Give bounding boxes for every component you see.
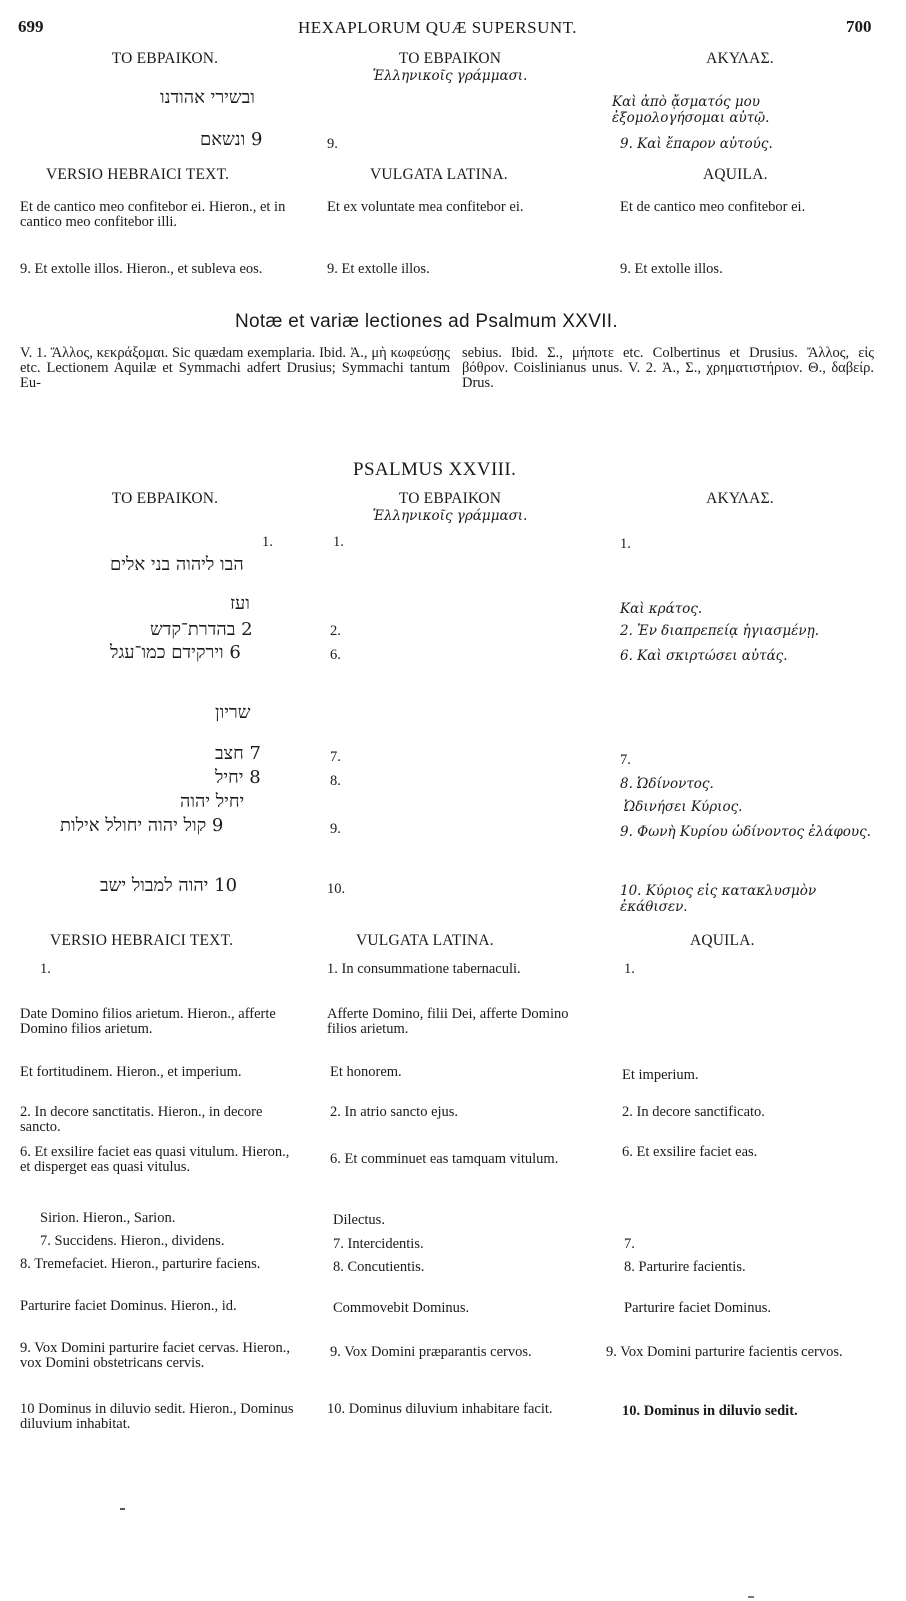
psalm-col-subhead-transliteration: Ἑλληνικοῖς γράμμασι.: [372, 508, 528, 524]
psalm-title: PSALMUS XXVIII.: [353, 459, 517, 480]
versio-row: Sirion. Hieron., Sarion.: [40, 1210, 176, 1226]
aquila-greek-row: Καὶ κράτος.: [620, 601, 703, 617]
versio-row: 6. Et exsilire faciet eas quasi vitulum. Hieron., et disperget eas quasi vitulus.: [20, 1144, 290, 1175]
vulgata-row: Commovebit Dominus.: [333, 1300, 470, 1316]
aquila-latin-verse-9: 9. Et extolle illos.: [620, 261, 723, 277]
hebrew-row: יחיל יהוה: [180, 791, 245, 812]
page-number-right: 700: [846, 17, 872, 36]
aquila-latin-verse-1: Et de cantico meo confitebor ei.: [620, 199, 806, 215]
hebrew-row: 6 וירקידם כמו־עגל: [110, 642, 241, 663]
hebrew-row: שריון: [215, 702, 251, 723]
psalm-col-head-hebrew: ΤΟ ΕΒΡΑΙΚΟΝ.: [111, 490, 219, 507]
hebrew-row: ועז: [230, 593, 250, 614]
versio-row: 2. In decore sanctitatis. Hieron., in decore sancto.: [20, 1104, 263, 1135]
transliteration-row: 9.: [330, 821, 341, 837]
print-mark: [120, 1508, 125, 1510]
versio-row: Date Domino filios arietum. Hieron., afferte Domino filios arietum.: [20, 1006, 276, 1037]
vulgata-row: Afferte Domino, filii Dei, afferte Domino filios arietum.: [327, 1006, 569, 1037]
versio-row: 1.: [40, 961, 51, 977]
aquila-latin-row: 2. In decore sanctificato.: [622, 1104, 765, 1120]
aquila-latin-row: 10. Dominus in diluvio sedit.: [622, 1403, 798, 1419]
versio-verse-1: Et de cantico meo confitebor ei. Hieron., et in cantico meo confitebor illi.: [20, 199, 286, 230]
hebrew-row: 7 חצב: [215, 743, 261, 764]
transliteration-row: 1.: [333, 534, 344, 550]
col-head-hebrew: ΤΟ ΕΒΡΑΙΚΟΝ.: [111, 50, 219, 67]
versio-row: Parturire faciet Dominus. Hieron., id.: [20, 1298, 237, 1314]
latin-head-vulgata: VULGATA LATINA.: [370, 166, 508, 183]
hebrew-row: 2 בהדרת־קדש: [150, 619, 253, 640]
vulgata-row: Dilectus.: [333, 1212, 385, 1228]
aquila-latin-row: Parturire faciet Dominus.: [624, 1300, 771, 1316]
page-number-left: 699: [18, 17, 44, 36]
vulgata-row: 8. Concutientis.: [333, 1259, 425, 1275]
notes-title: Notæ et variæ lectiones ad Psalmum XXVII.: [235, 311, 618, 332]
aquila-greek-row: 2. Ἐν διαπρεπείᾳ ἡγιασμένῃ.: [620, 623, 819, 639]
vulgata-row: 1. In consummatione tabernaculi.: [327, 961, 521, 977]
hebrew-row: 1.: [262, 534, 273, 550]
transliteration-row: 7.: [330, 749, 341, 765]
vulgata-row: 6. Et comminuet eas tamquam vitulum.: [330, 1151, 559, 1167]
aquila-greek-verse-1: Καὶ ἀπὸ ᾄσματός μου ἐξομολογήσομαι αὐτῷ.: [612, 94, 770, 126]
psalm-col-head-aquila: ΑΚΥΛΑΣ.: [706, 490, 774, 507]
aquila-latin-row: 8. Parturire facientis.: [624, 1259, 746, 1275]
psalm-latin-head-vulgata: VULGATA LATINA.: [356, 932, 494, 949]
aquila-greek-row: 6. Καὶ σκιρτώσει αὐτάς.: [620, 648, 788, 664]
transliteration-verse-9: 9.: [327, 136, 338, 152]
psalm-latin-head-versio: VERSIO HEBRAICI TEXT.: [50, 932, 234, 949]
aquila-greek-row: 8. Ὠδίνοντος.: [620, 776, 714, 792]
col-head-aquila: ΑΚΥΛΑΣ.: [706, 50, 774, 67]
aquila-greek-row: 7.: [620, 752, 631, 768]
latin-head-versio: VERSIO HEBRAICI TEXT.: [46, 166, 230, 183]
aquila-greek-row: 10. Κύριος εἰς κατακλυσμὸν ἐκάθισεν.: [620, 883, 817, 915]
aquila-latin-row: 1.: [624, 961, 635, 977]
versio-row: 8. Tremefaciet. Hieron., parturire faciens.: [20, 1256, 261, 1272]
aquila-greek-row: 9. Φωνὴ Κυρίου ὠδίνοντος ἐλάφους.: [620, 824, 871, 840]
hebrew-row: 9 קול יהוה יחולל אילות: [60, 815, 224, 836]
versio-verse-9: 9. Et extolle illos. Hieron., et subleva eos.: [20, 261, 263, 277]
aquila-latin-row: Et imperium.: [622, 1067, 699, 1083]
aquila-greek-row: Ὠδινήσει Κύριος.: [624, 799, 743, 815]
hebrew-row: הבו ליהוה בני אלים: [110, 554, 244, 575]
vulgata-verse-1: Et ex voluntate mea confitebor ei.: [327, 199, 524, 215]
transliteration-row: 2.: [330, 623, 341, 639]
vulgata-row: Et honorem.: [330, 1064, 402, 1080]
vulgata-verse-9: 9. Et extolle illos.: [327, 261, 430, 277]
aquila-greek-row: 1.: [620, 536, 631, 552]
psalm-col-head-transliteration: ΤΟ ΕΒΡΑΙΚΟΝ: [398, 490, 502, 507]
versio-row: 9. Vox Domini parturire faciet cervas. Hieron., vox Domini obstetricans cervis.: [20, 1340, 291, 1371]
hebrew-row: 8 יחיל: [215, 767, 261, 788]
vulgata-row: 10. Dominus diluvium inhabitare facit.: [327, 1401, 553, 1417]
transliteration-row: 6.: [330, 647, 341, 663]
running-title: HEXAPLORUM QUÆ SUPERSUNT.: [298, 18, 578, 37]
hebrew-verse-9: 9 ונשאם: [200, 129, 263, 150]
notes-right-column: sebius. Ibid. Σ., μήποτε etc. Colbertinus et Drusius. Ἄλλος, εἰς βόθρον. Coislinianus unus. V. 2. Ἀ., Σ., χρηματιστήριον. Θ., δαβείρ. Drus.: [462, 345, 874, 391]
vulgata-row: 7. Intercidentis.: [333, 1236, 424, 1252]
hebrew-verse-1: ובשירי אהודנו: [160, 87, 255, 108]
vulgata-row: 9. Vox Domini præparantis cervos.: [330, 1344, 532, 1360]
psalm-latin-head-aquila: AQUILA.: [690, 932, 755, 949]
aquila-latin-row: 7.: [624, 1236, 635, 1252]
notes-left-column: V. 1. Ἄλλος, κεκράξομαι. Sic quædam exemplaria. Ibid. Ἀ., μὴ κωφεύσῃς etc. Lectionem Aquilæ et Symmachi adfert Drusius; Symmachi tantum Eu-: [20, 345, 450, 391]
hebrew-row: 10 יהוה למבול ישב: [100, 875, 238, 896]
transliteration-row: 10.: [327, 881, 346, 897]
latin-head-aquila: AQUILA.: [703, 166, 768, 183]
versio-row: 10 Dominus in diluvio sedit. Hieron., Dominus diluvium inhabitat.: [20, 1401, 294, 1432]
versio-row: Et fortitudinem. Hieron., et imperium.: [20, 1064, 242, 1080]
print-mark: [748, 1596, 754, 1598]
transliteration-row: 8.: [330, 773, 341, 789]
col-head-transliteration: ΤΟ ΕΒΡΑΙΚΟΝ: [398, 50, 502, 67]
vulgata-row: 2. In atrio sancto ejus.: [330, 1104, 459, 1120]
col-subhead-transliteration: Ἑλληνικοῖς γράμμασι.: [372, 68, 528, 84]
versio-row: 7. Succidens. Hieron., dividens.: [40, 1233, 225, 1249]
aquila-greek-verse-9: 9. Καὶ ἔπαρον αὐτούς.: [620, 136, 773, 152]
aquila-latin-row: 6. Et exsilire faciet eas.: [622, 1144, 758, 1160]
aquila-latin-row: 9. Vox Domini parturire facientis cervos.: [606, 1344, 843, 1360]
